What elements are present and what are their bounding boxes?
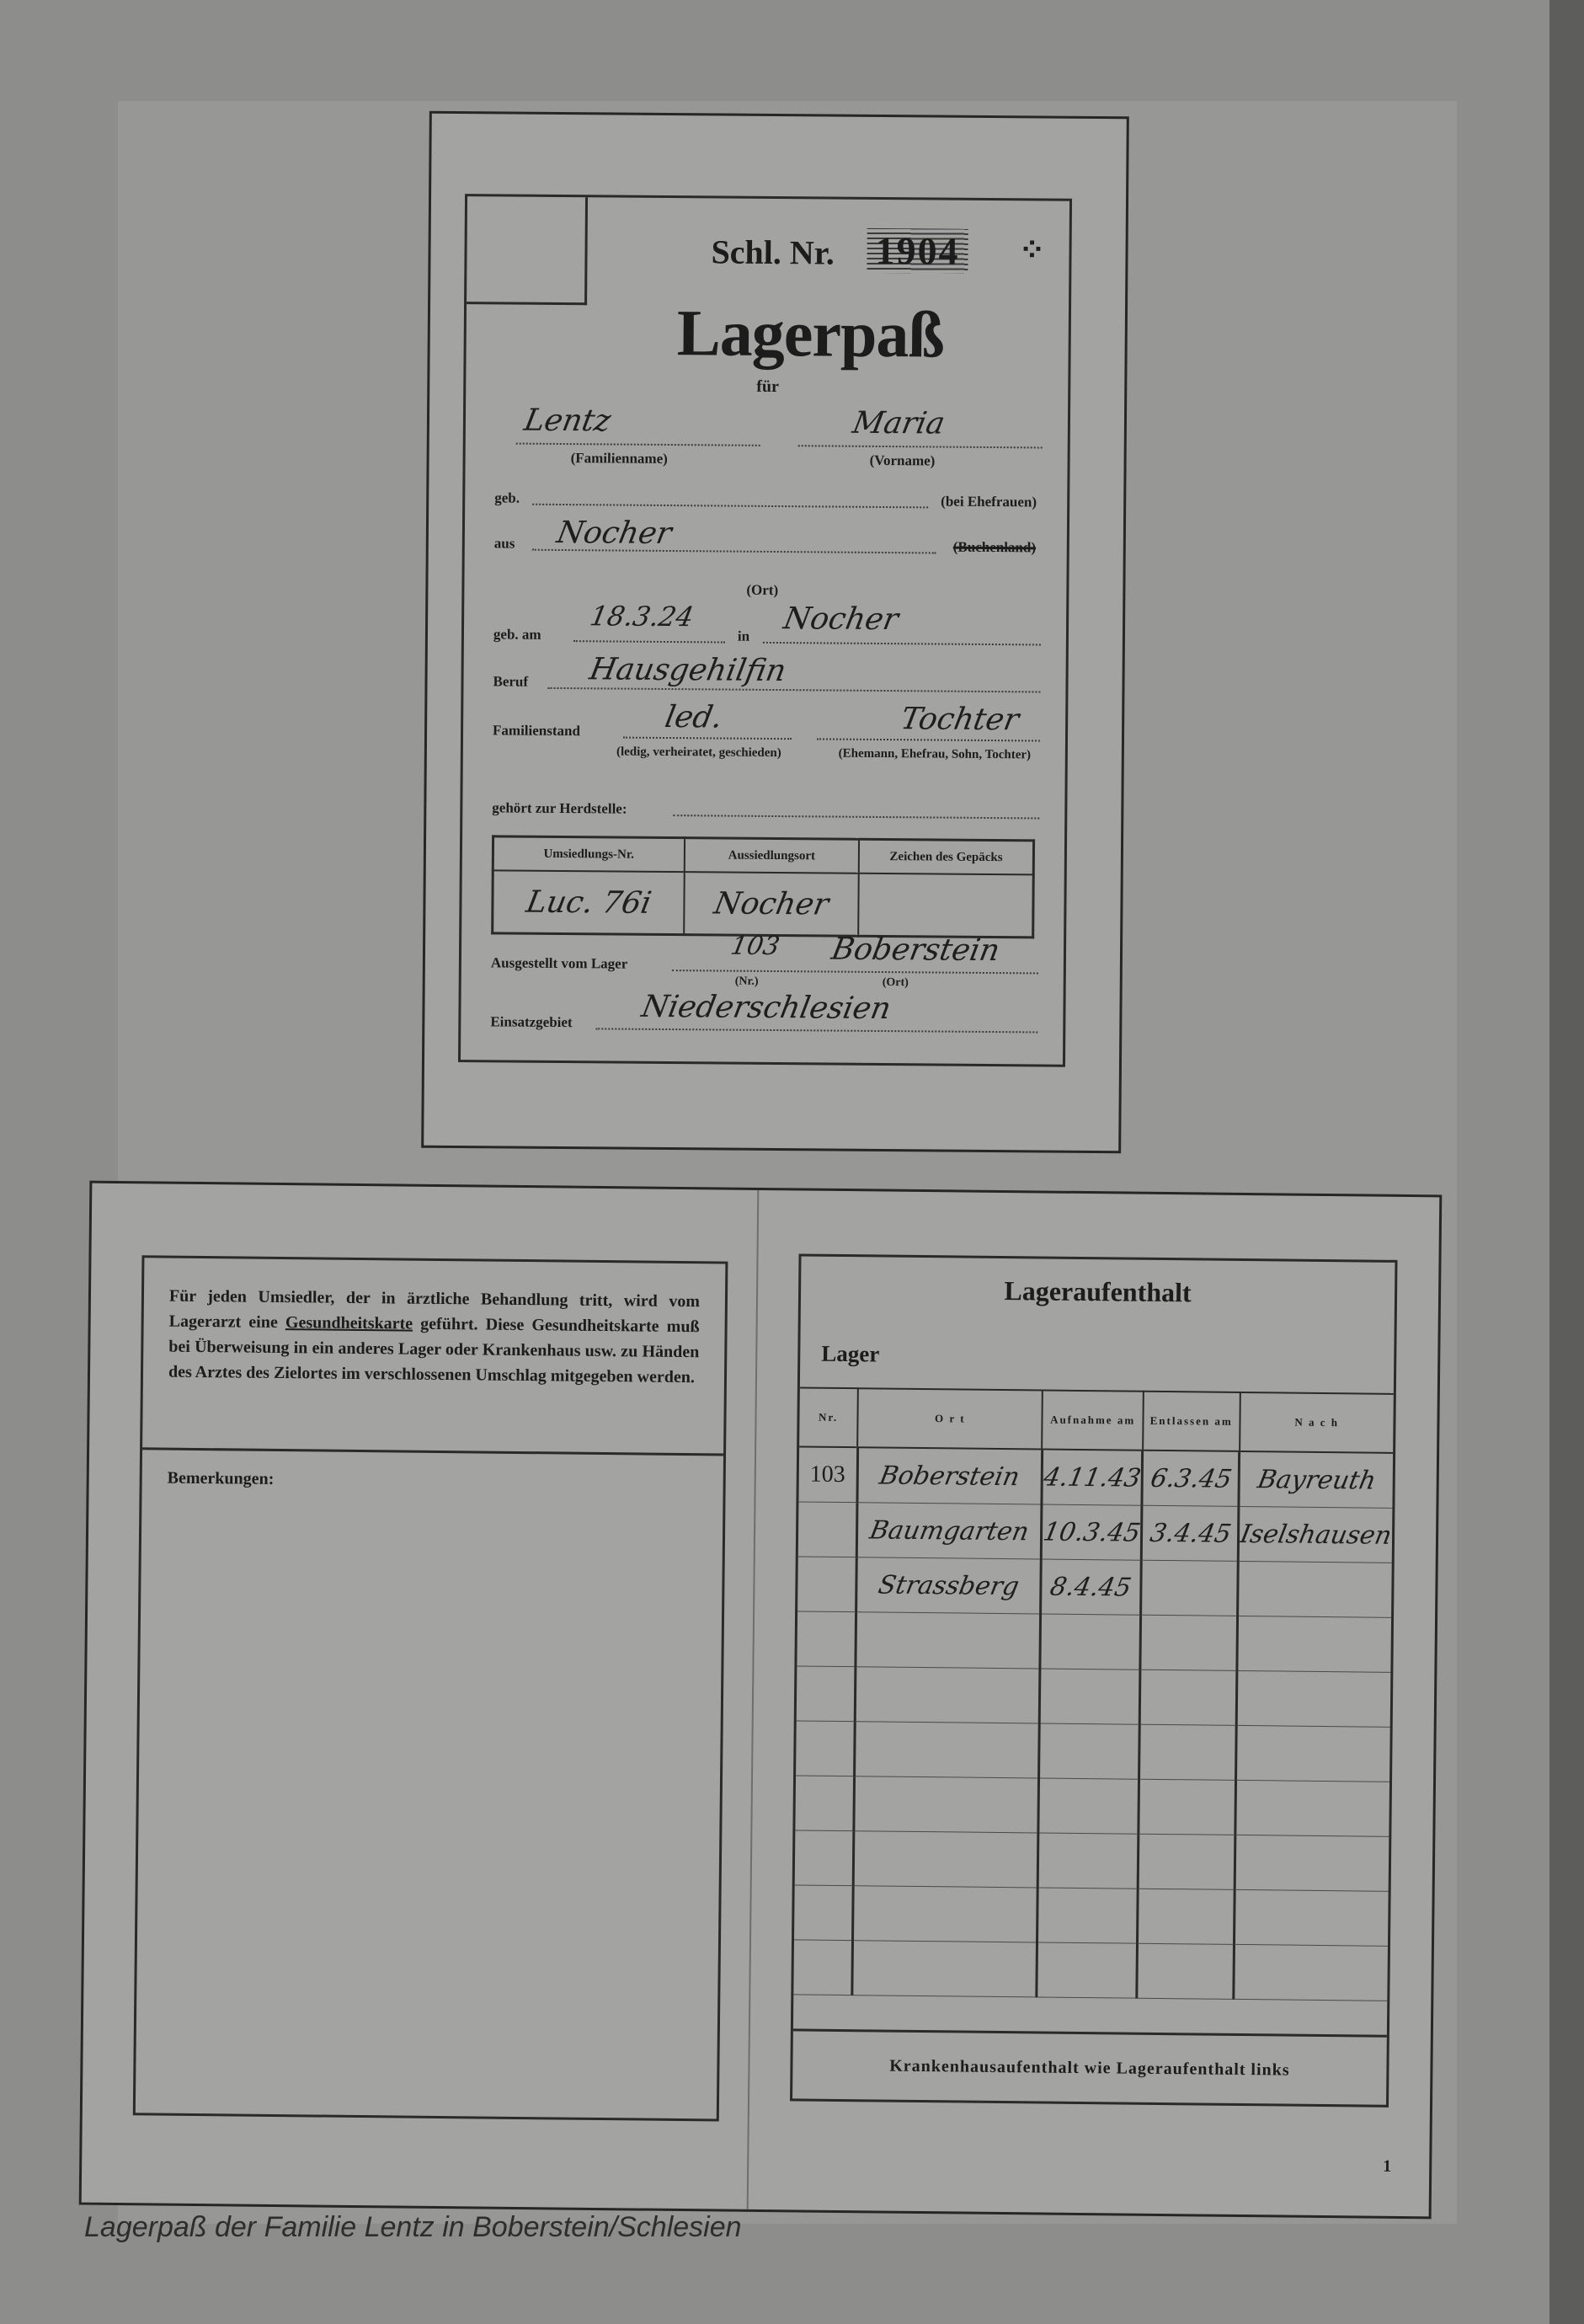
aus-value: Nocher	[554, 515, 675, 551]
table-cell-ort	[855, 1667, 1040, 1723]
table-row	[798, 1502, 1393, 1563]
table-cell-aufnahme	[1038, 1723, 1139, 1779]
aussiedlungsort-value: Nocher	[711, 885, 832, 922]
geb-am-value: 18.3.24	[587, 600, 696, 633]
table-cell-nach	[1237, 1616, 1391, 1672]
entlassen-value: 3.4.45	[1147, 1518, 1234, 1549]
in-value: Nocher	[781, 601, 901, 638]
table-cell-aufnahme	[1041, 1504, 1142, 1560]
table-cell-ort	[853, 1831, 1038, 1888]
table-cell-aufnahme	[1038, 1778, 1139, 1834]
table-row	[797, 1666, 1391, 1727]
table-cell-ort	[854, 1722, 1039, 1778]
beruf-label: Beruf	[493, 673, 529, 690]
familienname-value: Lentz	[521, 403, 614, 439]
camp-stay-rows	[793, 1446, 1393, 2001]
lager-label: Lager	[821, 1340, 880, 1367]
notice-underlined-word: Gesundheitskarte	[285, 1313, 413, 1333]
table-cell-nr	[793, 1940, 852, 1995]
table-cell-ort	[854, 1776, 1039, 1833]
table-cell-entlassen	[1139, 1834, 1235, 1889]
table-cell-nach	[1234, 1889, 1388, 1946]
entlassen-header: Entlassen am	[1143, 1392, 1240, 1451]
umsiedlungs-nr-value: Luc. 76i	[523, 884, 654, 921]
table-cell-nach	[1236, 1670, 1390, 1727]
table-row	[793, 1940, 1388, 2001]
table-row	[796, 1721, 1390, 1782]
table-cell-nr	[798, 1446, 857, 1502]
relation-value: Tochter	[898, 702, 1022, 738]
table-cell-nach	[1235, 1780, 1389, 1836]
notice-text-part2: geführt. Diese Gesundheitskarte muß bei Überweisung in ein anderes Lager oder Krankenhaus usw. zu Händen des Arztes des Zielortes im verschlossenen Umschlag mitgegeben werden.	[168, 1314, 700, 1387]
nach-header: N a c h	[1240, 1392, 1394, 1453]
remarks-label: Bemerkungen:	[167, 1468, 275, 1488]
familienstand-value: led.	[662, 700, 726, 735]
ausgestellt-label: Ausgestellt vom Lager	[490, 954, 628, 972]
nach-value: Iselshausen	[1237, 1519, 1395, 1551]
table-cell-aufnahme	[1039, 1669, 1140, 1724]
table-cell-ort	[856, 1612, 1041, 1669]
familienstand-line	[623, 737, 792, 740]
geb-line	[532, 504, 928, 509]
name-line	[516, 443, 760, 446]
table-cell-ort	[856, 1503, 1042, 1559]
familienname-label: (Familienname)	[570, 450, 668, 467]
schl-nr-label: Schl. Nr.	[711, 232, 835, 272]
table-cell-aufnahme	[1037, 1833, 1139, 1889]
lager-nr-value: 103	[728, 931, 782, 962]
aufnahme-header: Aufnahme am	[1043, 1390, 1144, 1450]
einsatzgebiet-label: Einsatzgebiet	[490, 1013, 573, 1031]
camp-stay-table	[793, 1386, 1394, 2001]
vorname-line	[798, 445, 1043, 448]
table-cell-entlassen	[1142, 1450, 1239, 1507]
herdstelle-line	[673, 815, 1039, 819]
stamp-mark: ⁘	[1018, 232, 1046, 269]
table-cell-entlassen	[1142, 1505, 1239, 1561]
fuer-label: für	[756, 377, 780, 397]
table-cell-nr	[796, 1721, 855, 1776]
table-cell-aufnahme	[1037, 1888, 1138, 1943]
table-cell-nach	[1235, 1835, 1389, 1891]
ort-label-2: (Ort)	[882, 976, 909, 990]
entlassen-value: 6.3.45	[1148, 1463, 1234, 1494]
table-cell-ort	[857, 1447, 1043, 1504]
table-cell-entlassen	[1137, 1943, 1234, 1999]
aus-label: aus	[493, 535, 515, 552]
table-cell-entlassen	[1140, 1615, 1237, 1670]
beruf-value: Hausgehilfin	[586, 652, 789, 689]
table-cell-entlassen	[1139, 1724, 1236, 1780]
lagerpass-inner-spread	[79, 1181, 1443, 2220]
nach-value: Bayreuth	[1255, 1464, 1379, 1496]
relation-note: (Ehemann, Ehefrau, Sohn, Tochter)	[838, 746, 1032, 762]
camp-stay-title: Lageraufenthalt	[1004, 1275, 1192, 1308]
page-number: 1	[1383, 2156, 1392, 2176]
table-cell-nach	[1234, 1944, 1388, 2001]
gepaeck-header: Zeichen des Gepäcks	[859, 839, 1034, 874]
left-page-frame	[133, 1255, 728, 2121]
lagerpass-front-card	[421, 111, 1129, 1153]
right-page-frame	[790, 1253, 1397, 2107]
notice-divider	[142, 1447, 723, 1456]
table-cell-entlassen	[1141, 1560, 1238, 1616]
nr-value: 103	[809, 1461, 845, 1488]
table-row	[798, 1446, 1393, 1508]
table-cell-aufnahme	[1040, 1559, 1141, 1615]
table-row	[795, 1776, 1389, 1836]
table-cell-ort	[852, 1886, 1037, 1942]
vorname-label: (Vorname)	[869, 451, 936, 469]
nr-label: (Nr.)	[734, 975, 759, 988]
document-title: Lagerpaß	[676, 296, 945, 371]
relation-line	[817, 738, 1040, 741]
table-cell-entlassen	[1138, 1889, 1235, 1944]
lager-ort-value: Boberstein	[829, 932, 1003, 969]
familienstand-label: Familienstand	[493, 722, 581, 740]
table-cell-nr	[795, 1776, 854, 1831]
table-cell-nr	[797, 1557, 856, 1612]
einsatzgebiet-line	[595, 1028, 1037, 1033]
table-cell-nach	[1236, 1725, 1390, 1782]
in-label: in	[737, 628, 750, 644]
table-cell-aufnahme	[1037, 1942, 1138, 1998]
notice-text-part1: Für jeden Umsiedler, der in ärztliche Behandlung tritt, wird vom Lagerarzt eine	[168, 1286, 701, 1332]
table-cell-nach	[1238, 1561, 1392, 1617]
table-row	[795, 1830, 1389, 1891]
beruf-line	[547, 687, 1040, 693]
ausgestellt-line	[672, 970, 1038, 974]
umsiedlungs-nr-header: Umsiedlungs-Nr.	[493, 836, 684, 872]
schl-nr-value: 1904	[867, 228, 968, 274]
table-cell-aufnahme	[1040, 1614, 1141, 1670]
nr-header: Nr.	[799, 1387, 858, 1447]
vorname-value: Maria	[850, 405, 948, 441]
table-cell-entlassen	[1139, 1779, 1235, 1835]
table-cell-ort	[856, 1557, 1041, 1614]
familienstand-note: (ledig, verheiratet, geschieden)	[616, 745, 781, 761]
table-row	[797, 1611, 1391, 1672]
page-edge-shadow	[1549, 0, 1584, 2324]
hospital-stay-note: Krankenhausaufenthalt wie Lageraufenthalt links	[792, 2028, 1387, 2104]
luggage-table	[491, 835, 1035, 938]
aus-line	[532, 549, 936, 554]
table-cell-entlassen	[1140, 1670, 1237, 1725]
buchenland-label: (Buchenland)	[952, 538, 1037, 556]
aussiedlungsort-header: Aussiedlungsort	[684, 838, 859, 874]
herdstelle-label: gehört zur Herdstelle:	[492, 799, 627, 817]
ort-value: Boberstein	[877, 1461, 1022, 1492]
geb-am-label: geb. am	[493, 626, 541, 643]
aufnahme-value: 10.3.45	[1040, 1517, 1143, 1548]
aufnahme-value: 4.11.43	[1041, 1462, 1144, 1493]
health-card-notice	[168, 1284, 700, 1391]
table-cell-nr	[798, 1502, 857, 1557]
front-frame	[458, 194, 1072, 1067]
table-cell-nach	[1237, 1506, 1395, 1563]
ort-header: O r t	[857, 1388, 1043, 1449]
table-row	[797, 1557, 1392, 1617]
bei-ehefrauen-label: (bei Ehefrauen)	[941, 493, 1037, 510]
in-line	[763, 642, 1041, 646]
table-cell-aufnahme	[1042, 1449, 1143, 1505]
einsatzgebiet-value: Niederschlesien	[638, 989, 894, 1027]
table-cell-nr	[797, 1611, 856, 1667]
table-cell-nr	[795, 1830, 854, 1886]
aufnahme-value: 8.4.45	[1048, 1572, 1134, 1603]
table-cell-nach	[1239, 1451, 1393, 1508]
table-cell-nr	[797, 1666, 856, 1722]
table-cell-nr	[794, 1885, 853, 1941]
geb-am-line	[573, 640, 725, 643]
ort-value: Baumgarten	[867, 1515, 1032, 1547]
table-cell-ort	[852, 1941, 1037, 1997]
ort-value: Strassberg	[875, 1569, 1021, 1601]
photo-box	[467, 196, 588, 305]
spread-gutter	[747, 1190, 760, 2209]
figure-caption: Lagerpaß der Familie Lentz in Boberstein/Schlesien	[84, 2211, 742, 2243]
table-row	[794, 1885, 1389, 1946]
geb-label: geb.	[494, 489, 520, 506]
ort-label: (Ort)	[746, 581, 779, 599]
